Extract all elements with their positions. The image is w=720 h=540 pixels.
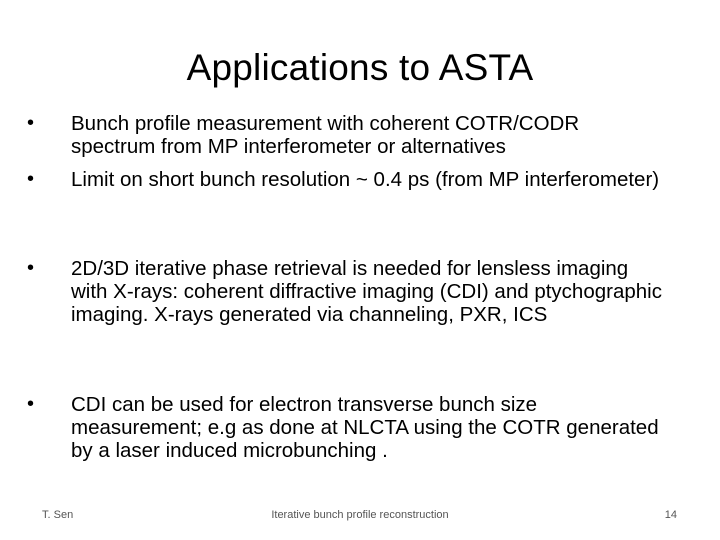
bullet-marker: • (27, 112, 35, 134)
page-number: 14 (664, 509, 677, 521)
bullet-marker: • (27, 393, 35, 415)
bullet-text: Limit on short bunch resolution ~ 0.4 ps (from MP interferometer) (71, 168, 660, 191)
bullet-item (27, 168, 667, 191)
slide-title: Applications to ASTA (186, 47, 534, 88)
footer-author: T. Sen (42, 509, 74, 521)
footer-title: Iterative bunch profile reconstruction (271, 509, 449, 521)
bullet-marker: • (27, 168, 35, 190)
bullet-item (27, 393, 667, 462)
bullet-text: CDI can be used for electron transverse bunch size measurement; e.g as done at NLCTA using the COTR generated by a laser induced microbunching . (71, 393, 659, 462)
bullet-item (27, 112, 667, 158)
bullet-text: 2D/3D iterative phase retrieval is needed for lensless imaging with X-rays: coherent diffractive imaging (CDI) and ptychographic imaging. X-rays generated via channeling, PXR, ICS (71, 257, 662, 326)
bullet-marker: • (27, 257, 35, 279)
bullet-item (27, 257, 667, 326)
bullet-text: Bunch profile measurement with coherent COTR/CODR spectrum from MP interferometer or alternatives (71, 112, 580, 158)
